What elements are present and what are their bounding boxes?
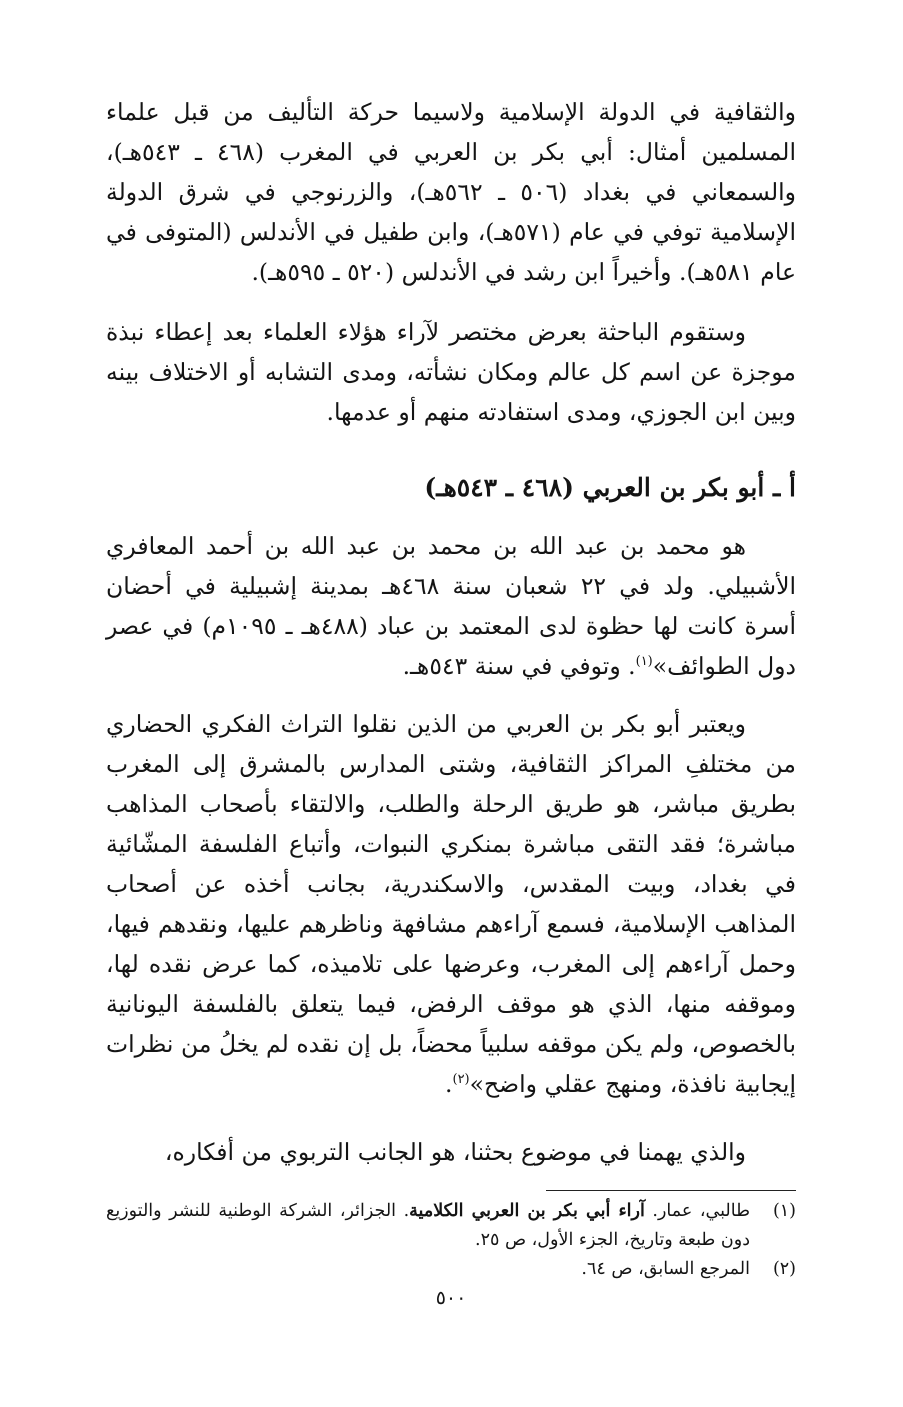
footnote-publication: . الجزائر، الشركة الوطنية للنشر والتوزيع دون طبعة وتاريخ، الجزء الأول، ص ٢٥. <box>106 1201 750 1250</box>
footnote-text: المرجع السابق، ص ٦٤. <box>581 1259 750 1279</box>
document-page <box>106 92 796 1392</box>
footnote-number: (٢) <box>772 1259 796 1279</box>
footnote-book-title: آراء أبي بكر بن العربي الكلامية <box>409 1201 645 1221</box>
paragraph-intro: والثقافية في الدولة الإسلامية ولاسيما حركة التأليف من قبل علماء المسلمين أمثال: أبي بكر بن العربي في المغرب (٤٦٨ ـ ٥٤٣هـ)، والسمعاني في بغداد (٥٠٦ ـ ٥٦٢هـ)، والزرنوجي في شرق الدولة الإسلامية توفي في عام (٥٧١هـ)، وابن طفيل في الأندلس (المتوفى في عام ٥٨١هـ). وأخيراً ابن رشد في الأندلس (٥٢٠ ـ ٥٩٥هـ). <box>106 98 797 286</box>
paragraph-heritage <box>106 704 796 1124</box>
paragraph-heritage-tail: . <box>445 1070 453 1098</box>
footnote-author: طالبي، عمار. <box>644 1201 750 1221</box>
footnote-1 <box>106 1197 796 1255</box>
footnote-ref-2[interactable]: (٢) <box>452 1072 470 1087</box>
paragraph-biography-tail: . وتوفي في سنة ٥٤٣هـ. <box>402 652 636 680</box>
footnote-divider <box>546 1190 796 1191</box>
footnote-ref-1[interactable]: (١) <box>635 654 653 669</box>
paragraph-biography-text: هو محمد بن عبد الله بن محمد بن عبد الله بن أحمد المعافري الأشبيلي. ولد في ٢٢ شعبان سنة ٤٦٨هـ بمدينة إشبيلية في أحضان أسرة كانت لها حظوة لدى المعتمد بن عباد (٤٨٨هـ ـ ١٠٩٥م) في عصر دول الطوائف» <box>106 532 797 680</box>
paragraph-educational: والذي يهمنا في موضوع بحثنا، هو الجانب التربوي من أفكاره، <box>164 1138 746 1166</box>
footnote-2 <box>106 1255 796 1284</box>
section-heading: أ ـ أبو بكر بن العربي (٤٦٨ ـ ٥٤٣هـ) <box>424 473 796 502</box>
footnotes <box>106 1197 796 1284</box>
footnote-number: (١) <box>772 1201 796 1221</box>
paragraph-researcher-plan: وستقوم الباحثة بعرض مختصر لآراء هؤلاء العلماء بعد إعطاء نبذة موجزة عن اسم كل عالم ومكان نشأته، ومدى التشابه أو الاختلاف بينه وبين ابن الجوزي، ومدى استفادته منهم أو عدمها. <box>106 318 796 426</box>
page-number: ٥٠٠ <box>435 1287 467 1309</box>
paragraph-biography <box>106 526 796 698</box>
paragraph-heritage-text: ويعتبر أبو بكر بن العربي من الذين نقلوا التراث الفكري الحضاري من مختلفِ المراكز الثقافية، وشتى المدارس بالمشرق إلى المغرب بطريق مباشر، هو طريق الرحلة والطلب، والالتقاء بأصحاب المذاهب مباشرة؛ فقد التقى مباشرة بمنكري النبوات، وأتباع الفلسفة المشّائية في بغداد، وبيت المقدس، والاسكندرية، بجانب أخذه عن أصحاب المذاهب الإسلامية، فسمع آراءهم مشافهة وناظرهم عليها، ونقدهم فيها، وحمل آراءهم إلى المغرب، وعرضها على تلاميذه، كما عرض نقده لها، وموقفه منها، الذي هو موقف الرفض، فيما يتعلق بالفلسفة اليونانية بالخصوص، ولم يكن موقفه سلبياً محضاً، بل إن نقده لم يخلُ من نظرات إيجابية نافذة، ومنهج عقلي واضح» <box>106 710 796 1098</box>
